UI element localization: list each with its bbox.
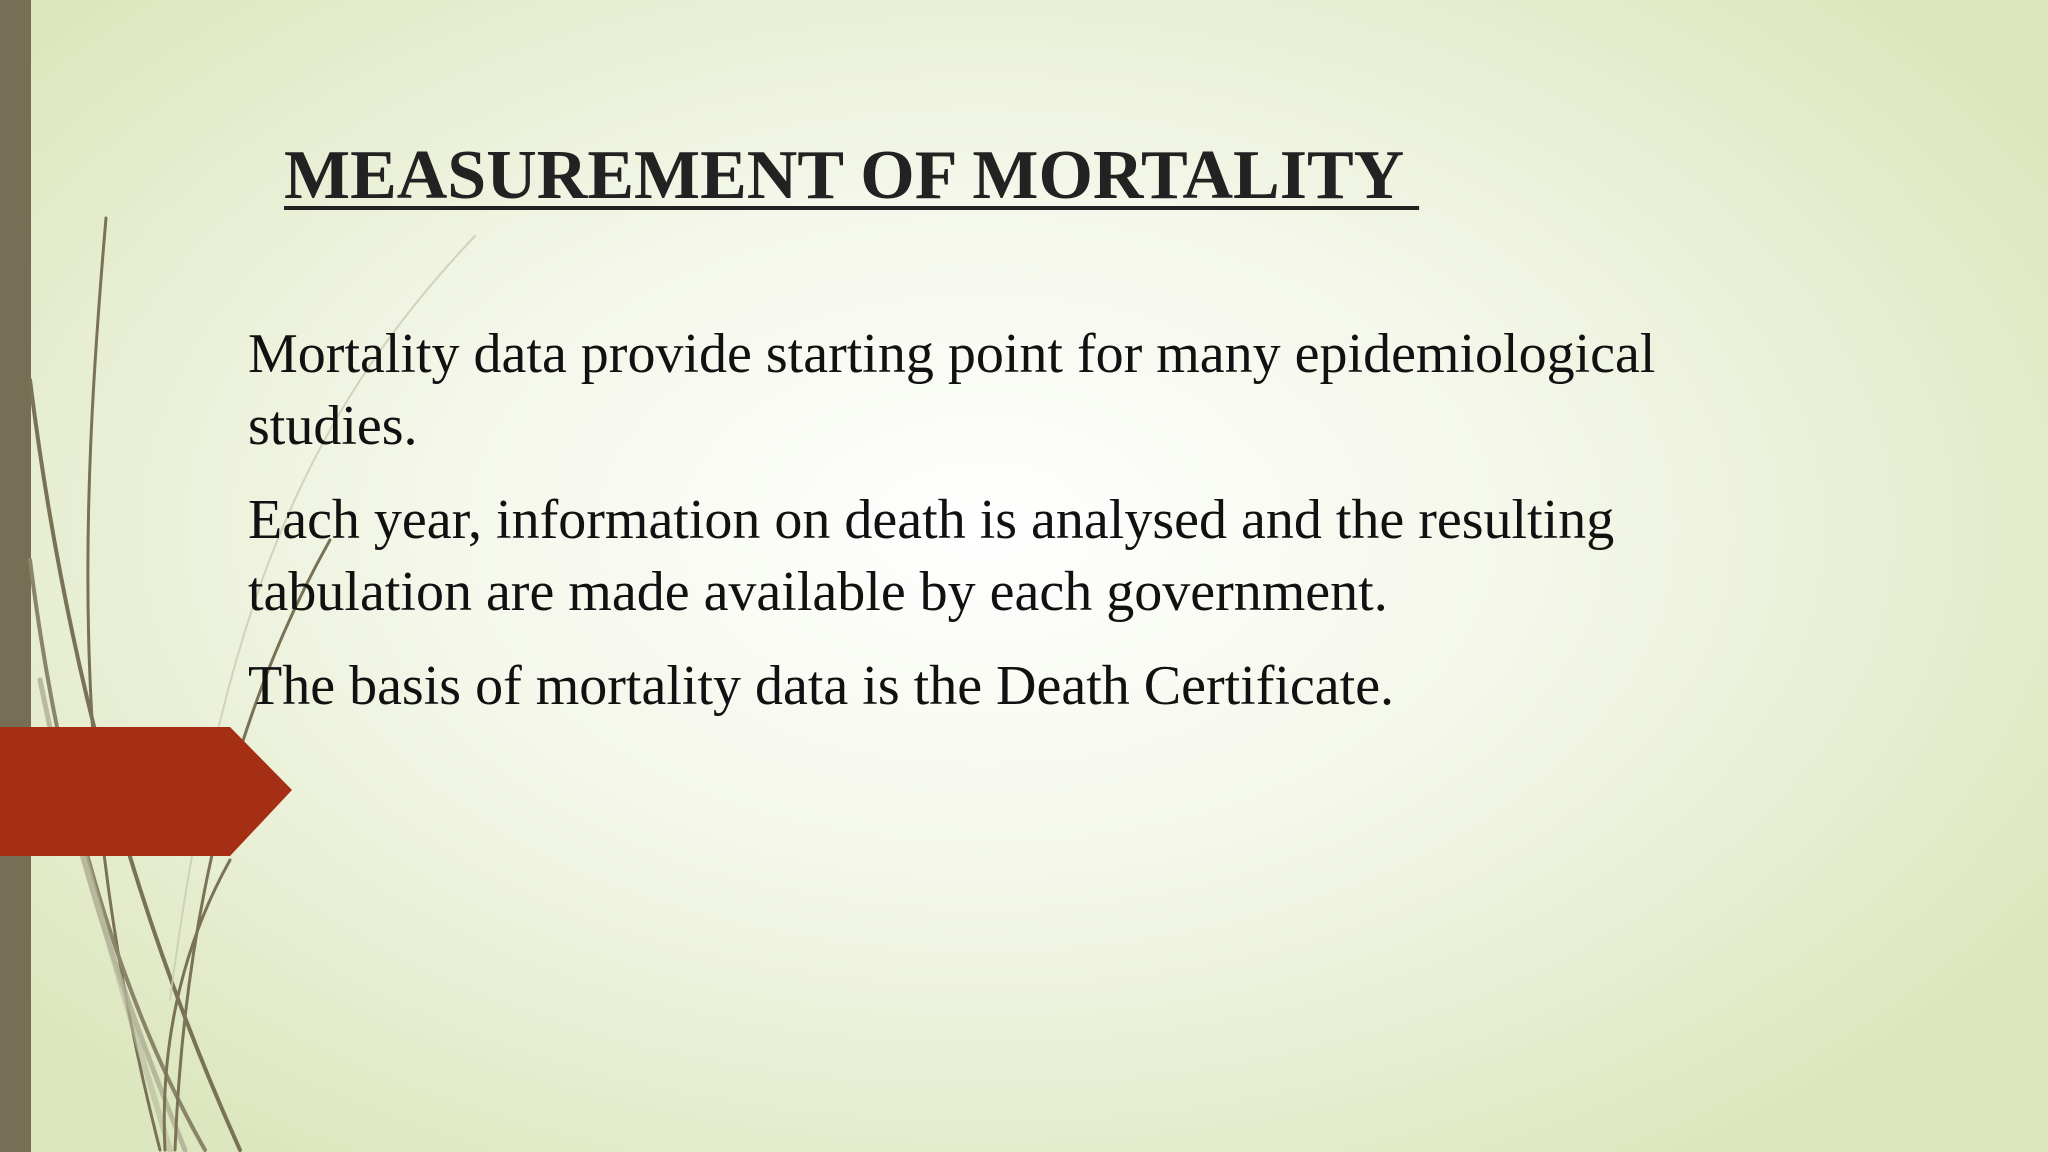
paragraph-death-certificate: The basis of mortality data is the Death Certificate. — [248, 655, 1395, 717]
paragraph-each-year: Each year, information on death is analysed and the resulting tabulation are made available by each government. — [248, 489, 1615, 623]
slide-body — [248, 318, 1808, 744]
red-arrow-shape — [0, 727, 292, 856]
slide-title: MEASUREMENT OF MORTALITY — [284, 137, 1420, 214]
paragraph-mortality-data: Mortality data provide starting point for many epidemiological studies. — [248, 323, 1656, 457]
